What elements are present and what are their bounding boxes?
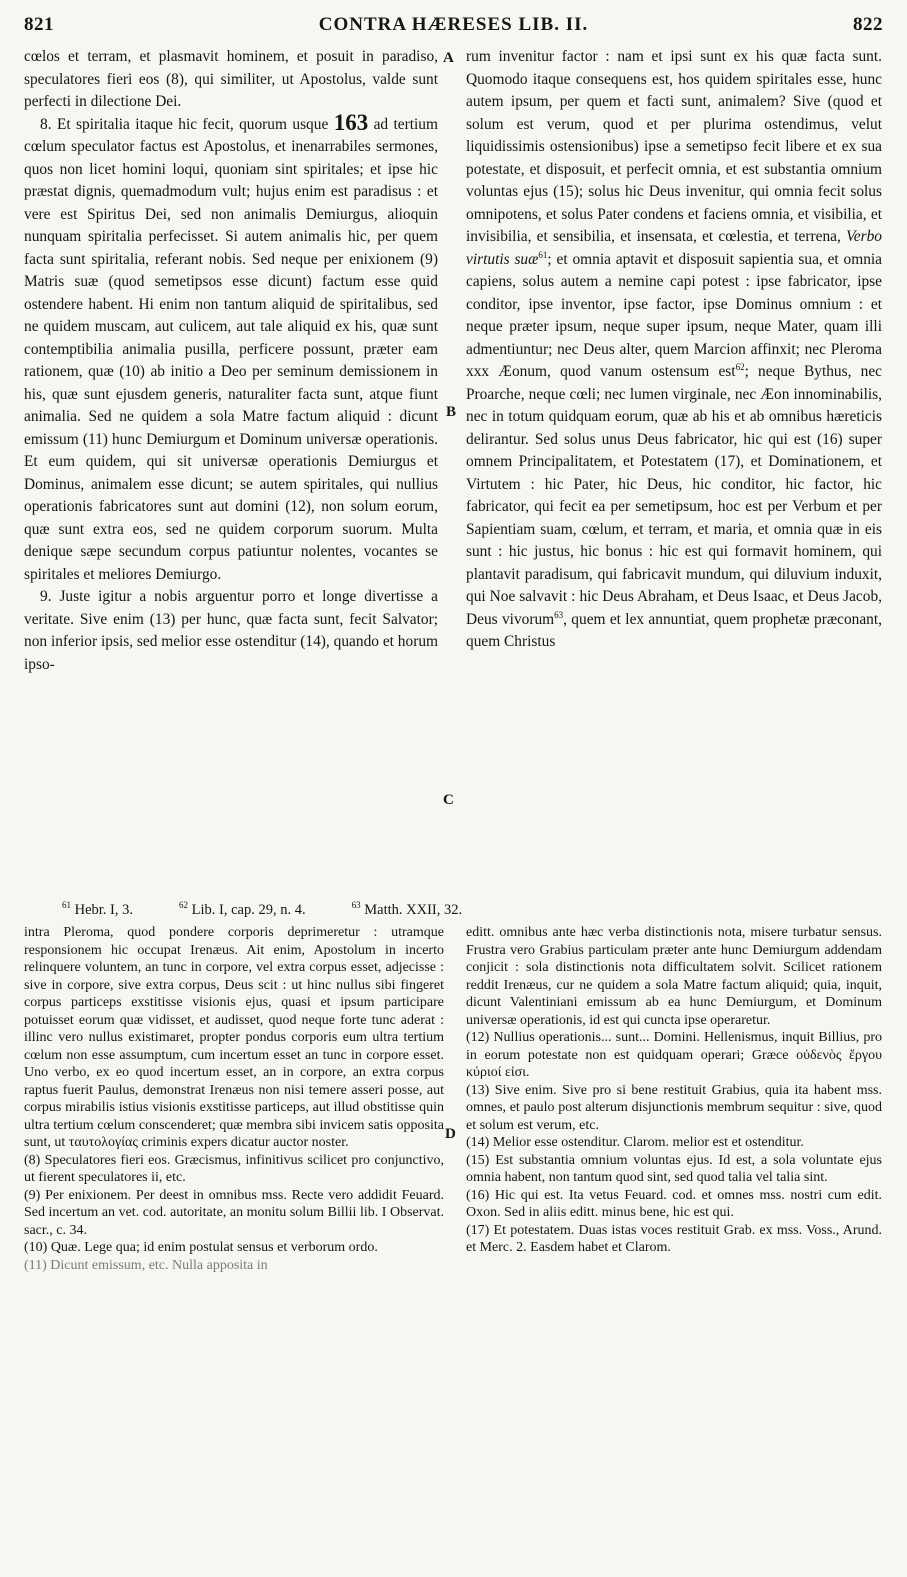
note: (12) Nullius operationis... sunt... Domini. Hellenismus, inquit Billius, pro in eorum potestate non est quidquam operari; Græce οὐδενὸς ἔργου κύριοί εἰσι. xyxy=(466,1030,882,1080)
running-title: CONTRA HÆRESES LIB. II. xyxy=(318,14,589,35)
scripture-quote: Verbo virtutis suæ xyxy=(466,228,882,268)
footnote xyxy=(179,902,306,919)
note: (11) Dicunt emissum, etc. Nulla apposita in xyxy=(24,1257,268,1273)
margin-letter-d: D xyxy=(445,1126,456,1142)
footnote-ref: 62 xyxy=(735,361,745,372)
footnote xyxy=(62,902,133,919)
footnote-ref: 63 xyxy=(351,900,361,911)
paragraph-text: , quem et lex annuntiat, quem prophetæ præconant, quem Christus xyxy=(466,610,882,650)
note: (8) Speculatores fieri eos. Græcismus, infinitivus scilicet pro conjunctivo, ut fierent speculatores ii, etc. xyxy=(24,1152,444,1185)
note: (13) Sive enim. Sive pro si bene restituit Grabius, quia ita habent mss. omnes, et paulo post alterum disjunctionis membrum sequitur : sive, quod et solum est verum, etc. xyxy=(466,1082,882,1133)
footnote-text: Lib. I, cap. 29, n. 4. xyxy=(191,902,306,918)
note: (15) Est substantia omnium voluntas ejus. Id est, a sola voluntate ejus omnia habent, non tantum quod sint, sed quod talia vel talia sint. xyxy=(466,1152,882,1185)
notes-left-column xyxy=(24,924,444,1274)
note: (9) Per enixionem. Per deest in omnibus mss. Recte vero addidit Feuard. Sed incertum an vet. cod. autoritate, an monitu solum Billii lib. I Observat. sacr., c. 34. xyxy=(24,1187,444,1238)
notes-right-column xyxy=(466,924,882,1257)
note: editt. omnibus ante hæc verba distinctionis nota, misere turbatur sensus. Frustra vero Grabius particulam præter ante hunc Demiurgum addendam conjicit : sola distinctionis nota difficultatem solvit. Scilicet rationem reddit Irenæus, cur ne quidem a sola Matre factum aliquid; quia, inquit, dicunt Valentiniani emissum ab ea hunc Demiurgum, et Dominum universæ operationis, id est qui cuncta ipse operaretur. xyxy=(466,925,882,1028)
margin-letter-c: C xyxy=(443,792,454,808)
main-text-right-column xyxy=(466,46,882,654)
footnote-ref: 61 xyxy=(538,249,548,260)
footnote-ref: 63 xyxy=(554,609,564,620)
section-number: 8. xyxy=(40,115,52,133)
page-number-right: 822 xyxy=(852,14,883,35)
note: intra Pleroma, quod pondere corporis deprimeretur : utramque responsionem hic occupat Irenæus. Ait enim, Apostolum in incerto relinquere voluntem, an tunc in corpore, vel extra corpus esset, adjecisse : sive in corpore, sive extra corpus, Deus scit : ut hinc nullus sibi fingeret corpus particeps exstitisse visionis ejus, quasi et ipsum participare potuisset eorum quæ vidisset, et audisset, quod neque forte tunc aderat : illinc vero nullus existimaret, propter pondus corporis eum ultra tertium cœlum non esse assumptum, cum incertum esset an tunc in corpore esset. Uno verbo, ex eo quod incertum esset, an in corpore, an extra corpus raptus fuerit Paulus, demonstrat Irenæus non nisi temere asseri posse, aut corpus mirabilis istius visionis exstitisse particeps, aut illud obstitisse quin ultra tertium cœlum conscenderet; quæ membra sibi invicem satis opposita sunt, ut ταυτολογίας criminis expers dicatur auctor noster. xyxy=(24,925,444,1150)
margin-letter-a: A xyxy=(443,50,454,66)
footnote-ref: 61 xyxy=(62,900,71,911)
paragraph-text: Et spiritalia itaque hic fecit, quorum usque xyxy=(56,115,329,133)
note: (10) Quæ. Lege qua; id enim postulat sensus et verborum ordo. xyxy=(24,1240,378,1255)
paragraph-text: ad tertium cœlum speculator factus est Apostolus, et inenarrabiles sermones, quos non licet homini loqui, quoniam sint spiritales; et ipse hic præstat dignis, quemadmodum vult; hujus enim est paradisus : et vere est Spiritus Dei, sed non animalis Demiurgus, alioquin nunquam spiritalia perfecisset. Si autem animalis hic, per quem facta sunt spiritalia, referant nobis. Sed neque per enixionem (9) Matris suæ (quod semetipsos esse dicunt) factum esse quid ostendere habent. Hi enim non tantum aliquid de spiritalibus, sed ne quidem muscam, aut culicem, aut tale aliquid ex his, quæ sunt contemptibilia animalia pusilla, perficere possunt, præter eam rationem, quæ (10) ab initio a Deo per seminum demissionem in his, quæ sunt ejusdem generis, naturaliter facta sunt, atque fiunt animalia. Sed ne quidem a sola Matre factum aliquid : dicunt emissum (11) hunc Demiurgum et Dominum universæ operationis. Et eum quidem, qui sit universæ operationis Demiurgus et Dominus, animalem esse dicunt; se autem spiritales, qui nullius operationis fabricatores sunt aut domini (12), non solum eorum, quæ sunt extra eos, sed ne quidem corporum suorum. Multa denique sæpe secundum corpus patiuntur nolentes, vocantes se spiritales et meliores Demiurgo. xyxy=(24,115,438,583)
footnote-text: Matth. XXII, 32. xyxy=(364,902,463,918)
page-number-left: 821 xyxy=(24,14,54,35)
paragraph xyxy=(466,46,882,654)
paragraph xyxy=(24,109,438,587)
footnote xyxy=(352,902,463,919)
paragraph-text: rum invenitur factor : nam et ipsi sunt ex his quæ facta sunt. Quomodo itaque consequens est, hos quidem spiritales esse, hunc autem ipsum, per quem et facti sunt, animalem? Sive (quod et solum est verum, quod et per plurima ostendimus, velut liquidissimis ostensionibus) ipse a semetipso fecit libere et ex sua potestate, et disposuit, et perfecit omnia, et est substantia omnium voluntas ejus (15); solus hic Deus invenitur, qui omnia fecit solus omnipotens, et solus Pater condens et faciens omnia, et visibilia, et invisibilia, et sensibilia, et insensata, et cœlestia, et terrena, xyxy=(466,48,882,245)
paragraph: 9. Juste igitur a nobis arguentur porro et longe divertisse a veritate. Sive enim (13) per hunc, quæ facta sunt, fecit Salvator; non inferior ipsis, sed melior esse ostenditur (14), quando et horum ipso- xyxy=(24,588,438,673)
margin-letter-b: B xyxy=(446,404,457,420)
column-marker: 163 xyxy=(333,109,369,135)
main-text-left-column xyxy=(24,46,438,676)
scripture-footnotes xyxy=(62,902,882,919)
paragraph-text: ; et omnia aptavit et disposuit sapientia sua, et omnia capiens, solus autem a nemine capi potest : ipse fabricator, ipse conditor, ipse inventor, ipse factor, ipse Dominus omnium : et neque præter ipsum, neque super ipsum, neque Mater, quam illi admentiuntur; nec Deus alter, quem Marcion affinxit; nec Pleroma xxx Æonum, quod vanum ostensum est xyxy=(466,250,882,380)
note: (17) Et potestatem. Duas istas voces restituit Grab. ex mss. Voss., Arund. et Merc. 2. Easdem habet et Clarom. xyxy=(466,1222,882,1255)
paragraph-text: ; neque Bythus, nec Proarche, neque cœli; nec lumen virginale, nec Æon innominabilis, nec in totum quidquam eorum, quæ ab his et ab omnibus hæreticis delirantur. Sed solus unus Deus fabricator, hic qui est (16) super omnem Principalitatem, et Potestatem (17), et Dominationem, et Virtutem : hic Pater, hic Deus, hic conditor, hic factor, hic fabricator, qui fecit ea per semetipsum, hoc est per Verbum et per Sapientiam suam, cœlum, et terram, et maria, et omnia quæ in eis sunt : hic justus, hic bonus : hic est qui formavit hominem, qui plantavit paradisum, qui fabricavit mundum, qui diluvium induxit, qui Noe salvavit : hic Deus Abraham, et Deus Isaac, et Deus Jacob, Deus vivorum xyxy=(466,363,882,628)
note: (16) Hic qui est. Ita vetus Feuard. cod. et omnes mss. nostri cum edit. Oxon. Sed in aliis editt. minus bene, hic est qui. xyxy=(466,1187,882,1220)
running-header xyxy=(24,10,883,40)
footnote-ref: 62 xyxy=(179,900,189,911)
paragraph: cœlos et terram, et plasmavit hominem, et posuit in paradiso, speculatores fieri eos (8), qui similiter, ut Apostolus, valde sunt perfecti in dilectione Dei. xyxy=(24,48,438,110)
note: (14) Melior esse ostenditur. Clarom. melior est et ostenditur. xyxy=(466,1135,804,1150)
footnote-text: Hebr. I, 3. xyxy=(74,902,134,918)
